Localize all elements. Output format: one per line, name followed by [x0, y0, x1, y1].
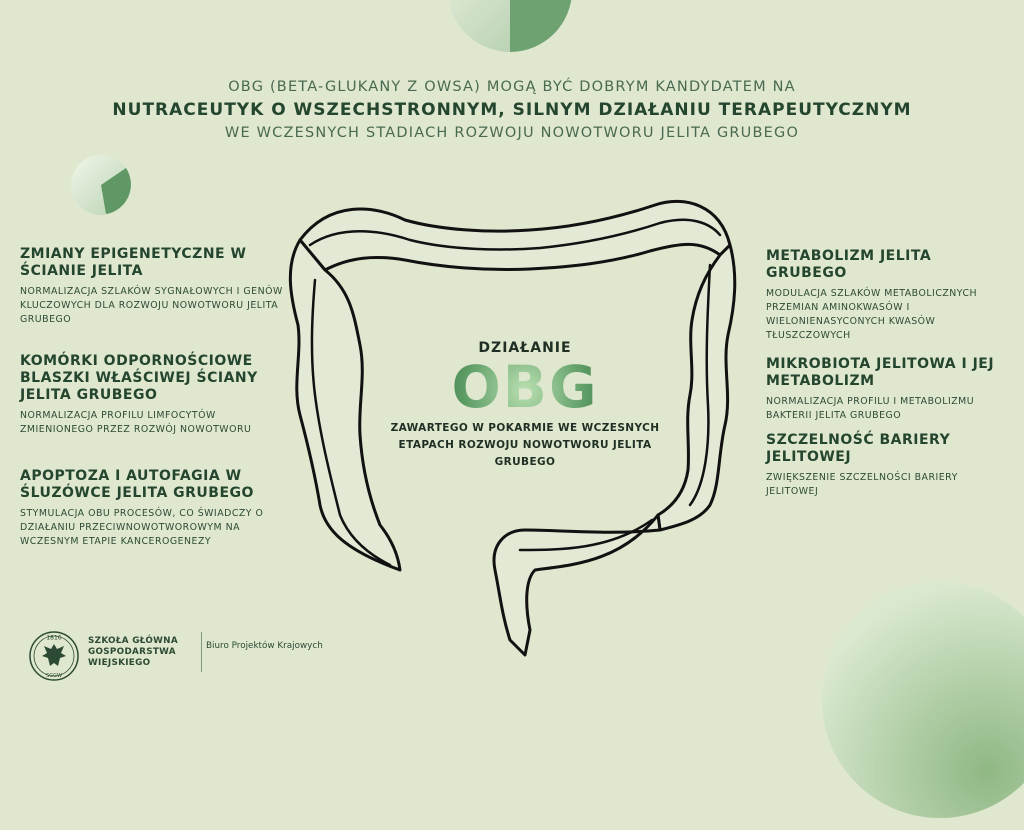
effect-title: METABOLIZM JELITA GRUBEGO	[766, 248, 932, 281]
center-label-top: DZIAŁANIE	[478, 340, 572, 356]
effect-block-epigenetic	[20, 246, 290, 327]
obg-title: OBG	[390, 356, 660, 418]
effect-description: MODULACJA SZLAKÓW METABOLICZNYCH PRZEMIAN AMINOKWASÓW I WIELONIENASYCONYCH KWASÓW TŁUSZCZOWYCH	[766, 288, 978, 341]
emblem-year: 1816	[46, 634, 62, 642]
headline-line-2: NUTRACEUTYK O WSZECHSTRONNYM, SILNYM DZIAŁANIU TERAPEUTYCZNYM	[112, 100, 912, 120]
effect-block-barrier	[766, 432, 1006, 499]
effect-description: STYMULACJA OBU PROCESÓW, CO ŚWIADCZY O DZIAŁANIU PRZECIWNOWOTWOROWYM NA WCZESNYM ETAPIE KANCEROGENEZY	[20, 508, 264, 547]
effect-title: ZMIANY EPIGENETYCZNE W ŚCIANIE JELITA	[20, 246, 247, 279]
decor-circle-top	[440, 0, 580, 60]
emblem-abbr: SGGW	[46, 673, 62, 679]
effect-title: SZCZELNOŚĆ BARIERY JELITOWEJ	[766, 432, 951, 465]
effect-description: NORMALIZACJA PROFILU I METABOLIZMU BAKTERII JELITA GRUBEGO	[766, 396, 975, 421]
effect-title: KOMÓRKI ODPORNOŚCIOWE BLASZKI WŁAŚCIWEJ ŚCIANY JELITA GRUBEGO	[20, 353, 258, 403]
headline-line-3: WE WCZESNYCH STADIACH ROZWOJU NOWOTWORU JELITA GRUBEGO	[224, 125, 800, 141]
office-name: Biuro Projektów Krajowych	[206, 641, 323, 651]
obg-center-label	[390, 340, 660, 471]
effect-block-apoptosis	[20, 468, 290, 549]
headline-line-1: OBG (BETA-GLUKANY Z OWSA) MOGĄ BYĆ DOBRYM KANDYDATEM NA	[228, 79, 796, 95]
university-name: SZKOŁA GŁÓWNA GOSPODARSTWA WIEJSKIEGO	[88, 636, 178, 668]
decor-circle-bottom-right	[810, 570, 1024, 830]
headline	[0, 76, 1024, 144]
effect-title: MIKROBIOTA JELITOWA I JEJ METABOLIZM	[766, 356, 995, 389]
center-label-sub: ZAWARTEGO W POKARMIE WE WCZESNYCH ETAPACH ROZWOJU NOWOTWORU JELITA GRUBEGO	[390, 422, 660, 468]
effect-description: NORMALIZACJA SZLAKÓW SYGNAŁOWYCH I GENÓW KLUCZOWYCH DLA ROZWOJU NOWOTWORU JELITA GRUBEGO	[20, 286, 283, 325]
effect-description: ZWIĘKSZENIE SZCZELNOŚCI BARIERY JELITOWEJ	[766, 472, 958, 497]
effect-block-metabolism	[766, 248, 1006, 343]
decor-circle-left	[70, 154, 132, 216]
effect-description: NORMALIZACJA PROFILU LIMFOCYTÓW ZMIENIONEGO PRZEZ ROZWÓJ NOWOTWORU	[20, 410, 252, 435]
effect-title: APOPTOZA I AUTOFAGIA W ŚLUZÓWCE JELITA GRUBEGO	[20, 468, 254, 501]
effect-block-immune	[20, 353, 290, 437]
footer-divider	[201, 632, 202, 672]
eagle-emblem-icon	[28, 630, 80, 682]
effect-block-microbiota	[766, 356, 1006, 423]
